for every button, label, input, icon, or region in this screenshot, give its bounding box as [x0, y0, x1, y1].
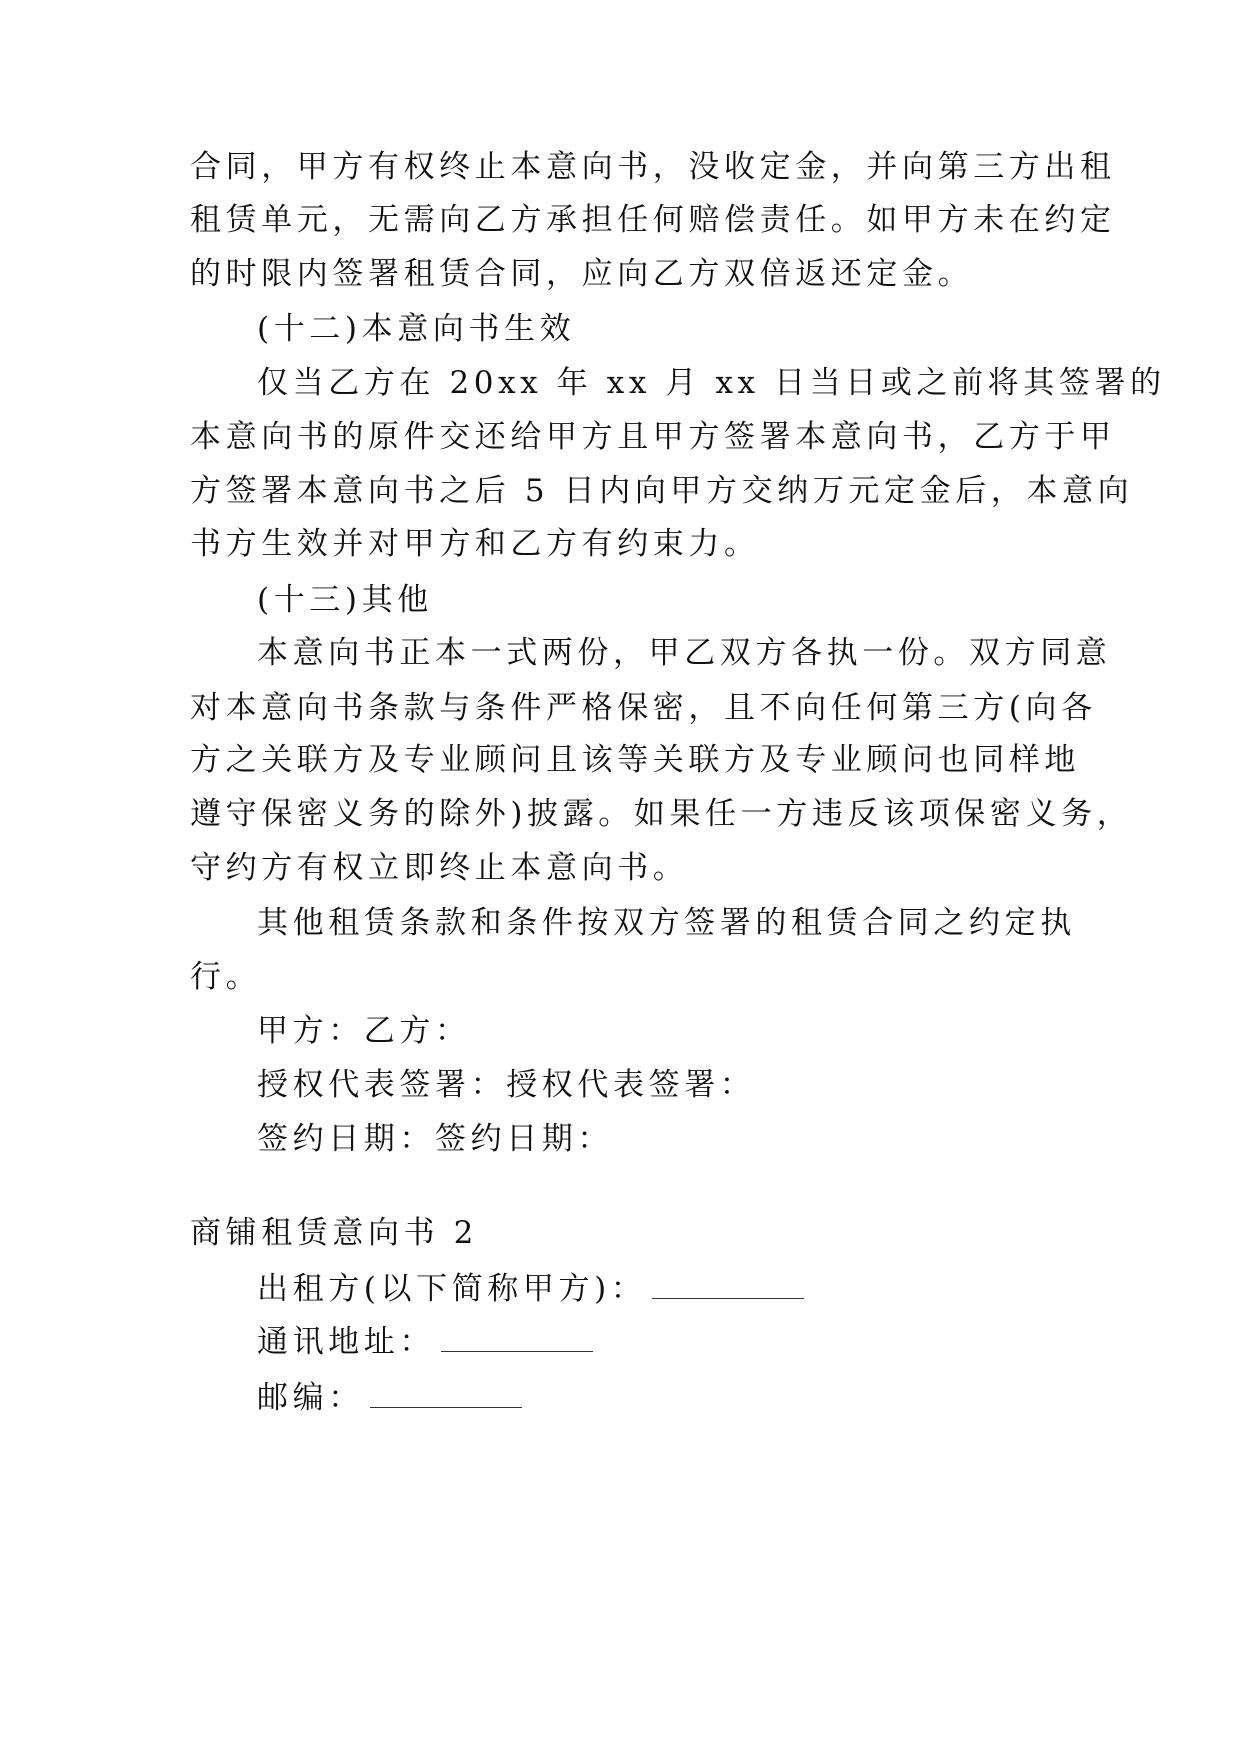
address-field: [257, 1321, 593, 1362]
lessor-blank: [652, 1268, 804, 1299]
address-label: 通讯地址：: [257, 1324, 435, 1360]
signature-party-line: 甲方：乙方：: [257, 1013, 471, 1049]
text-line: 合同，甲方有权终止本意向书，没收定金，并向第三方出租: [190, 149, 1116, 185]
document-title: 商铺租赁意向书 2: [190, 1215, 478, 1251]
text-line: 本意向书正本一式两份，甲乙双方各执一份。双方同意: [257, 635, 1112, 671]
text-line: 租赁单元，无需向乙方承担任何赔偿责任。如甲方未在约定: [190, 202, 1116, 238]
postcode-blank: [370, 1377, 522, 1408]
lessor-field: [257, 1268, 804, 1309]
text-line: 本意向书的原件交还给甲方且甲方签署本意向书，乙方于甲: [190, 419, 1116, 455]
text-line: 守约方有权立即终止本意向书。: [190, 850, 689, 886]
postcode-field: [257, 1377, 522, 1418]
text-line: 其他租赁条款和条件按双方签署的租赁合同之约定执: [257, 905, 1076, 941]
text-line: 行。: [190, 959, 262, 995]
signature-date-line: 签约日期：签约日期：: [257, 1121, 613, 1157]
lessor-label: 出租方(以下简称甲方)：: [257, 1271, 647, 1307]
text-line: 的时限内签署租赁合同，应向乙方双倍返还定金。: [190, 256, 974, 292]
text-line: 仅当乙方在 20xx 年 xx 月 xx 日当日或之前将其签署的: [257, 365, 1166, 401]
text-line: 书方生效并对甲方和乙方有约束力。: [190, 526, 760, 562]
postcode-label: 邮编：: [257, 1380, 364, 1416]
text-line: 方之关联方及专业顾问且该等关联方及专业顾问也同样地: [190, 742, 1080, 778]
signature-rep-line: 授权代表签署：授权代表签署：: [257, 1067, 756, 1103]
text-line: 遵守保密义务的除外)披露。如果任一方违反该项保密义务，: [190, 796, 1133, 832]
address-blank: [441, 1321, 593, 1352]
text-line: 方签署本意向书之后 5 日内向甲方交纳万元定金后，本意向: [190, 473, 1134, 509]
section-heading: (十三)其他: [257, 582, 433, 618]
section-heading: (十二)本意向书生效: [257, 311, 576, 347]
text-line: 对本意向书条款与条件严格保密，且不向任何第三方(向各: [190, 690, 1097, 726]
